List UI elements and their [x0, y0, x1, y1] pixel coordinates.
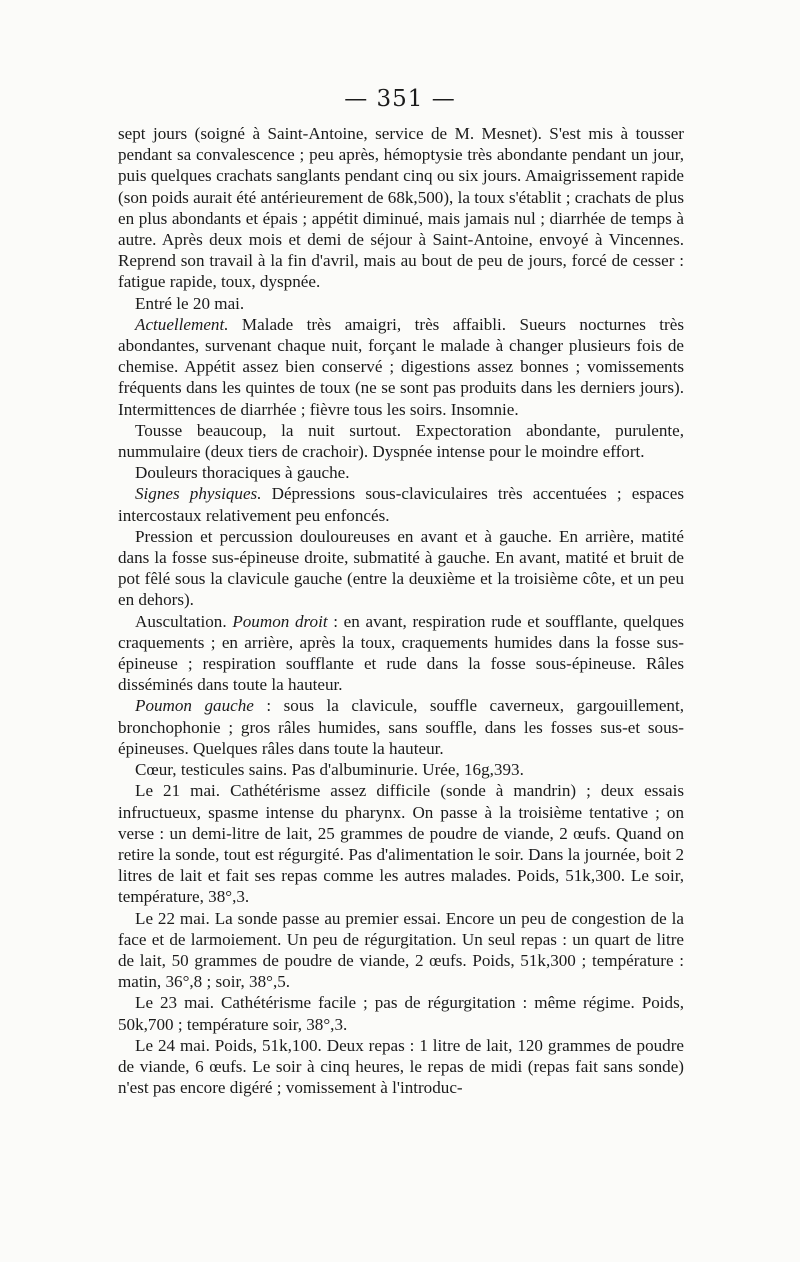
paragraph-physical-signs: [118, 483, 684, 525]
paragraph-percussion: [118, 526, 684, 611]
paragraph-history: [118, 123, 684, 293]
paragraph-text: Le 21 mai. Cathétérisme assez difficile (sonde à mandrin) ; deux essais infructueux, spasme intense du pharynx. On passe à la troisième tentative ; on verse : un demi-litre de lait, 25 grammes de poudre de viande, 2 œufs. Quand on retire la sonde, tout est régurgité. Pas d'alimentation le soir. Dans la journée, boit 2 litres de lait et fait ses repas comme les autres malades. Poids, 51k,300. Le soir, température, 38°,3.: [118, 781, 684, 907]
paragraph-text: Tousse beaucoup, la nuit surtout. Expectoration abondante, purulente, nummulaire (deux tiers de crachoir). Dyspnée intense pour le moindre effort.: [118, 420, 684, 462]
paragraph-text: Le 24 mai. Poids, 51k,100. Deux repas : 1 litre de lait, 120 grammes de poudre de viande, 6 œufs. Le soir à cinq heures, le repas de midi (repas fait sans sonde) n'est pas encore digéré ; vomissement à l'introduc-: [118, 1035, 684, 1098]
paragraph-pain: [118, 462, 684, 483]
paragraph-auscultation-left: [118, 695, 684, 759]
paragraph-may-22: [118, 908, 684, 993]
paragraph-auscultation-right: [118, 611, 684, 696]
paragraph-may-21: [118, 780, 684, 907]
paragraph-may-24: [118, 1035, 684, 1099]
paragraph-may-23: [118, 992, 684, 1034]
paragraph-text: : en avant, respiration rude et soufflante, quelques craquements ; en arrière, après la toux, craquements humides dans la fosse sus-épineuse ; respiration soufflante et rude dans la fosse sous-épineuse. Râles disséminés dans toute la hauteur.: [118, 611, 685, 695]
paragraph-text: sept jours (soigné à Saint-Antoine, service de M. Mesnet). S'est mis à tousser pendant sa convalescence ; peu après, hémoptysie très abondante pendant un jour, puis quelques crachats sanglants pendant cinq ou six jours. Amaigrissement rapide (son poids aurait été antérieurement de 68k,500), la toux s'établit ; crachats de plus en plus abondants et épais ; appétit diminué, mais jamais nul ; diarrhée de temps à autre. Après deux mois et demi de séjour à Saint-Antoine, envoyé à Vincennes. Reprend son travail à la fin d'avril, mais au bout de peu de jours, forcé de cesser : fatigue rapide, toux, dyspnée.: [118, 124, 684, 292]
paragraph-admission: [118, 293, 684, 314]
paragraph-lead-italic: Poumon gauche: [135, 696, 254, 716]
paragraph-cough: [118, 420, 684, 462]
paragraph-text: Douleurs thoraciques à gauche.: [135, 463, 350, 483]
body-text: [118, 123, 684, 1098]
paragraph-text: : sous la clavicule, souffle caverneux, gargouillement, bronchophonie ; gros râles humides, sans souffle, dans les fosses sus-et sous-épineuses. Quelques râles dans toute la hauteur.: [118, 696, 685, 758]
paragraph-lead-italic: Signes physiques.: [135, 484, 262, 504]
page-number: — 351 —: [344, 86, 456, 112]
paragraph-lead-italic: Poumon droit: [232, 611, 328, 631]
paragraph-text: Dépressions sous-claviculaires très accentuées ; espaces intercostaux relativement peu enfoncés.: [118, 484, 684, 525]
paragraph-text: Le 22 mai. La sonde passe au premier essai. Encore un peu de congestion de la face et de larmoiement. Un peu de régurgitation. Un seul repas : un quart de litre de lait, 50 grammes de poudre de viande, 2 œufs. Poids, 51k,300 ; température : matin, 36°,8 ; soir, 38°,5.: [118, 908, 684, 992]
paragraph-text: Cœur, testicules sains. Pas d'albuminurie. Urée, 16g,393.: [135, 760, 524, 780]
paragraph-lead-italic: Actuellement.: [135, 314, 229, 334]
paragraph-text: Malade très amaigri, très affaibli. Sueurs nocturnes très abondantes, survenant chaque nuit, forçant le malade à changer plusieurs fois de chemise. Appétit assez bien conservé ; digestions assez bonnes ; vomissements fréquents dans les quintes de toux (ne se sont pas produits dans les derniers jours). Intermittences de diarrhée ; fièvre tous les soirs. Insomnie.: [118, 314, 684, 419]
paragraph-text: Entré le 20 mai.: [135, 293, 245, 313]
paragraph-heart: [118, 759, 684, 780]
paragraph-current-state: [118, 314, 684, 420]
paragraph-text: Le 23 mai. Cathétérisme facile ; pas de régurgitation : même régime. Poids, 50k,700 ; température soir, 38°,3.: [118, 993, 684, 1034]
paragraph-text: Auscultation.: [135, 611, 233, 631]
paragraph-text: Pression et percussion douloureuses en avant et à gauche. En arrière, matité dans la fosse sus-épineuse droite, submatité à gauche. En avant, matité et bruit de pot fêlé sous la clavicule gauche (entre la deuxième et la troisième côte, et un peu en dehors).: [118, 526, 684, 610]
